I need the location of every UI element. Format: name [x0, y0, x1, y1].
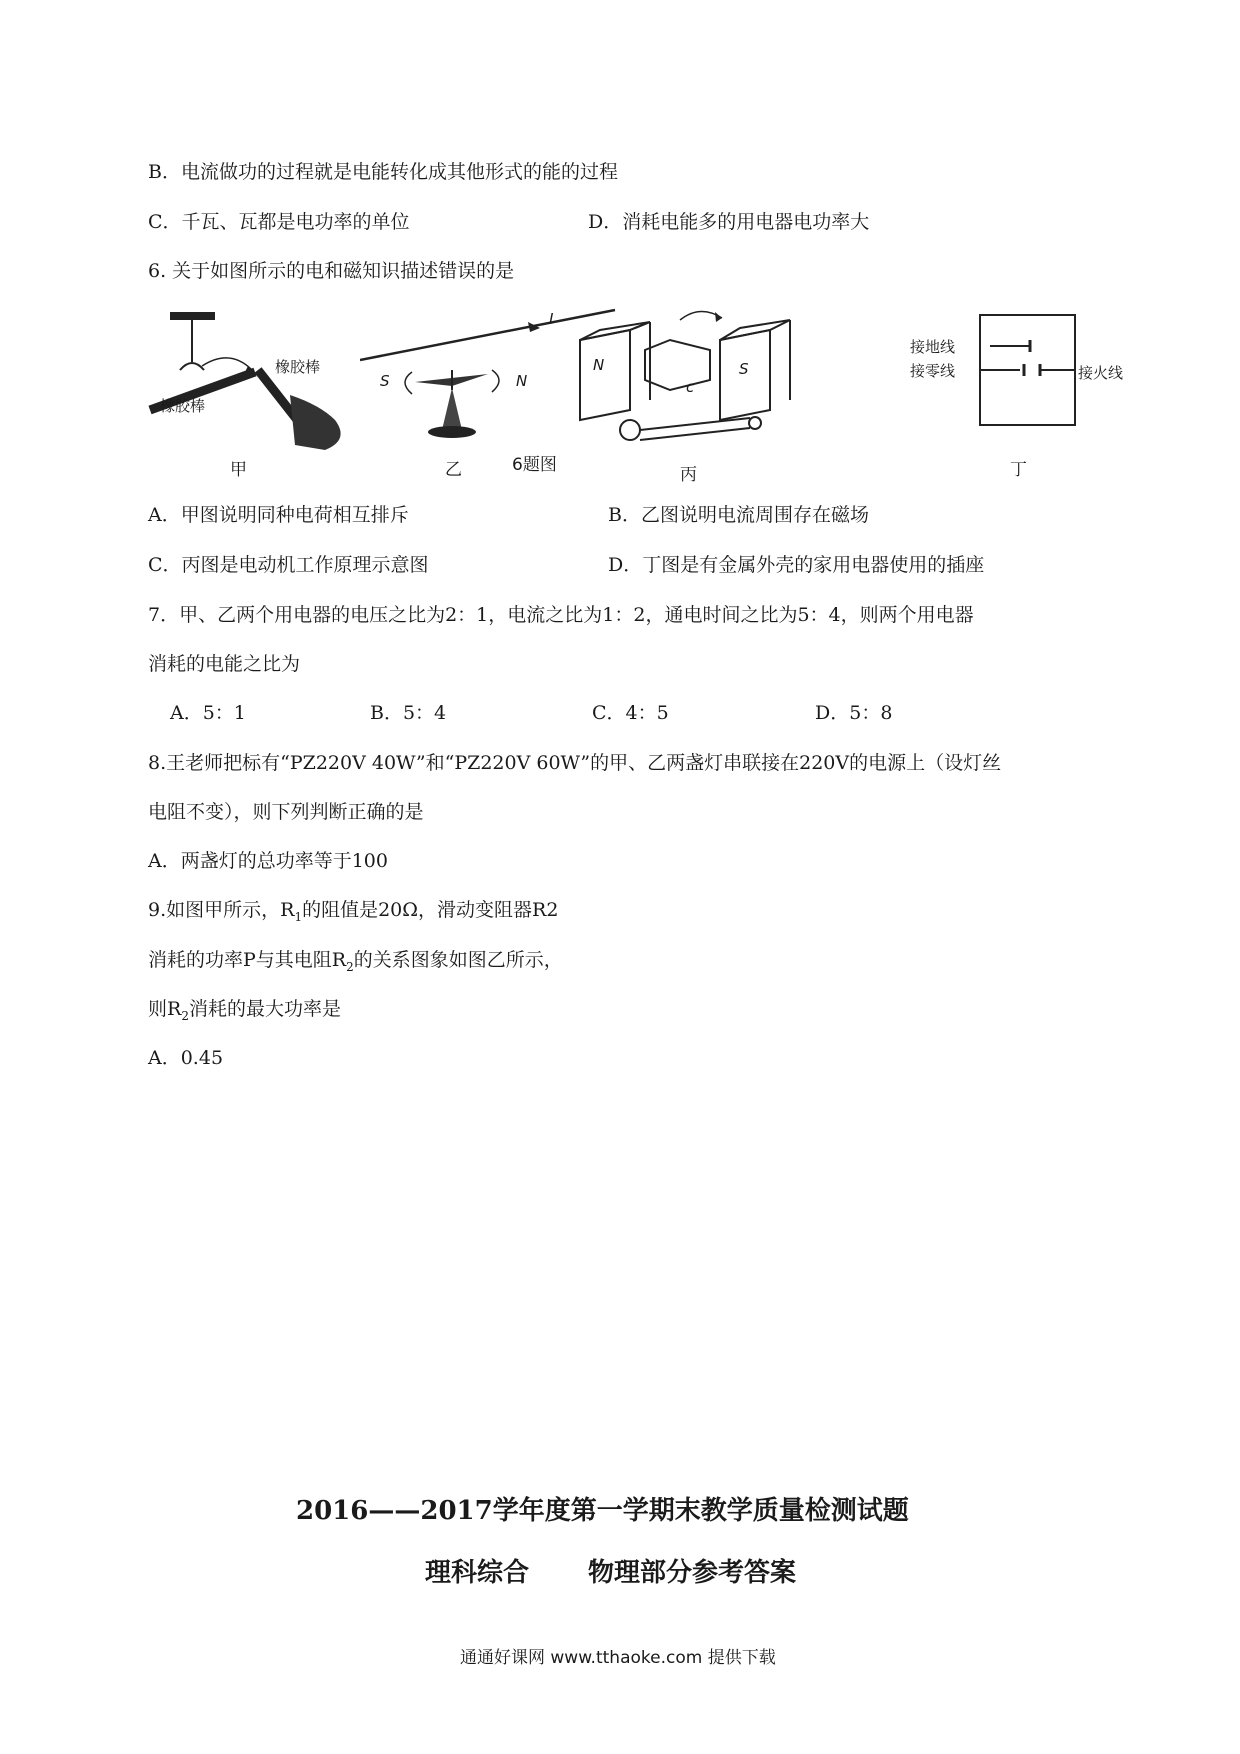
q6-option-a: A．甲图说明同种电荷相互排斥 — [148, 504, 409, 526]
q9-line3: 则$R_2$消耗的最大功率是 — [148, 998, 341, 1023]
answer-title-part: 物理部分参考答案 — [588, 1558, 797, 1588]
q9-line2: 消耗的功率P与其电阻$R_2$的关系图象如图乙所示， — [148, 949, 563, 974]
label-n: N — [516, 372, 528, 390]
q5-option-b: B．电流做功的过程就是电能转化成其他形式的能的过程 — [148, 161, 618, 183]
panel-label-jia: 甲 — [230, 460, 247, 480]
page-footer: 通通好课网 www.tthaoke.com 提供下载 — [460, 1648, 776, 1668]
q8-stem-line2: 电阻不变），则下列判断正确的是 — [148, 801, 424, 823]
q5-option-c: C．千瓦、瓦都是电功率的单位 — [148, 211, 410, 233]
q7-option-c: C．4：5 — [592, 702, 669, 724]
label-rubber-rod-2: 橡胶棒 — [275, 358, 321, 376]
q6-stem: 6. 关于如图所示的电和磁知识描述错误的是 — [148, 260, 515, 282]
answer-title-subject: 理科综合 — [425, 1558, 530, 1588]
label-magnet-n: N — [593, 356, 605, 374]
figure-jia-drawing — [140, 300, 380, 450]
q7-stem-line1: 7．甲、乙两个用电器的电压之比为2：1，电流之比为1：2，通电时间之比为5：4，则两个用电器 — [148, 604, 974, 626]
q7-option-b: B．5：4 — [370, 702, 447, 724]
label-current: I — [549, 310, 554, 328]
q6-option-b: B．乙图说明电流周围存在磁场 — [608, 504, 869, 526]
label-ground: 接地线 — [910, 338, 956, 356]
label-magnet-s: S — [739, 360, 749, 378]
q7-option-a: A．5：1 — [170, 702, 246, 724]
q6-figure — [140, 300, 1140, 485]
q8-stem-line1: 8.王老师把标有“PZ220V 40W”和“PZ220V 60W”的甲、乙两盏灯串联接在220V的电源上（设灯丝 — [148, 752, 1002, 774]
label-live: 接火线 — [1078, 364, 1124, 382]
label-rubber-rod-1: 橡胶棒 — [160, 397, 206, 415]
q9-line1: 9.如图甲所示，$R_1$的阻值是20Ω，滑动变阻器R2 — [148, 899, 559, 924]
panel-label-yi: 乙 — [445, 460, 462, 480]
q5-option-d: D．消耗电能多的用电器电功率大 — [588, 211, 870, 233]
q6-option-c: C．丙图是电动机工作原理示意图 — [148, 554, 429, 576]
q6-option-d: D．丁图是有金属外壳的家用电器使用的插座 — [608, 554, 985, 576]
label-neutral: 接零线 — [910, 362, 956, 380]
figure-bing-drawing — [570, 300, 800, 460]
answer-title-line1: 2016——2017学年度第一学期末教学质量检测试题 — [296, 1496, 909, 1526]
q7-option-d: D．5：8 — [815, 702, 893, 724]
figure-caption: 6题图 — [512, 455, 557, 475]
q9-option-a: A．0.45 — [148, 1047, 224, 1069]
label-c: c — [686, 378, 695, 396]
panel-label-bing: 丙 — [680, 465, 697, 485]
q8-option-a: A．两盏灯的总功率等于100 — [148, 850, 388, 872]
q7-stem-line2: 消耗的电能之比为 — [148, 653, 301, 675]
label-s: S — [380, 372, 390, 390]
panel-label-ding: 丁 — [1010, 460, 1027, 480]
